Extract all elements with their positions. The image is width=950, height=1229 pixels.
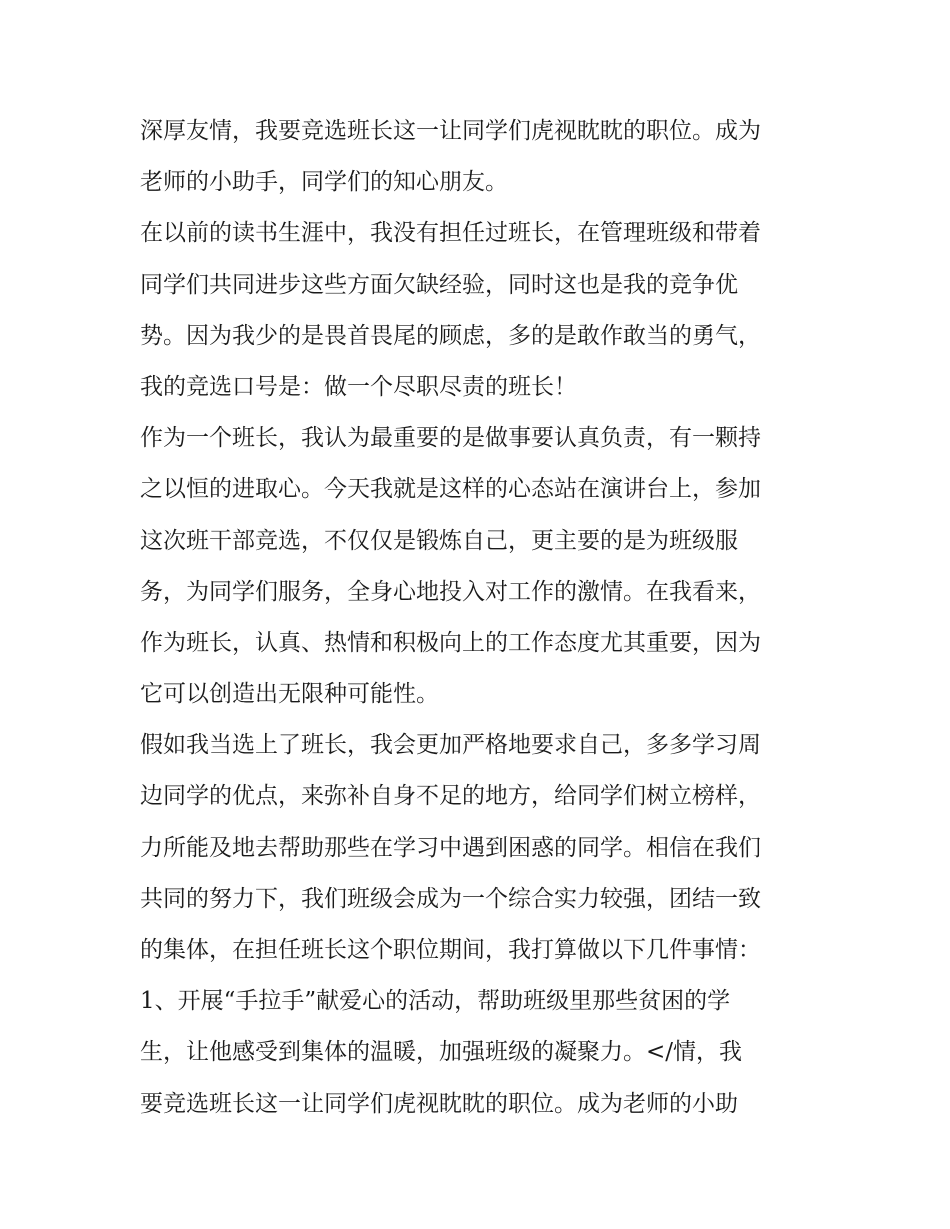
text-line: 1、开展“手拉手”献爱心的活动，帮助班级里那些贫困的学 — [140, 988, 731, 1015]
text-line: 作为一个班长，我认为最重要的是做事要认真负责，有一颗持 — [140, 425, 761, 452]
text-line: 这次班干部竞选，不仅仅是锻炼自己，更主要的是为班级服 — [140, 527, 738, 554]
text-line: 老师的小助手，同学们的知心朋友。 — [140, 169, 508, 196]
text-line: 在以前的读书生涯中，我没有担任过班长，在管理班级和带着 — [140, 220, 761, 247]
text-line: 我的竞选口号是：做一个尽职尽责的班长！ — [140, 373, 577, 400]
text-line: 要竞选班长这一让同学们虎视眈眈的职位。成为老师的小助 — [140, 1090, 738, 1117]
text-line: 生，让他感受到集体的温暖，加强班级的凝聚力。</情，我 — [140, 1039, 743, 1066]
text-line: 同学们共同进步这些方面欠缺经验，同时这也是我的竞争优 — [140, 271, 738, 298]
text-line: 它可以创造出无限种可能性。 — [140, 681, 439, 708]
text-line: 的集体，在担任班长这个职位期间，我打算做以下几件事情： — [140, 937, 761, 963]
text-line: 势。因为我少的是畏首畏尾的顾虑，多的是敢作敢当的勇气， — [140, 322, 761, 349]
text-line: 深厚友情，我要竞选班长这一让同学们虎视眈眈的职位。成为 — [140, 118, 761, 144]
text-line: 务，为同学们服务，全身心地投入对工作的激情。在我看来， — [140, 578, 761, 605]
text-line: 之以恒的进取心。今天我就是这样的心态站在演讲台上，参加 — [140, 476, 761, 503]
document-body — [140, 106, 820, 1130]
text-line: 力所能及地去帮助那些在学习中遇到困惑的同学。相信在我们 — [140, 834, 761, 861]
text-line: 边同学的优点，来弥补自身不足的地方，给同学们树立榜样， — [140, 783, 761, 810]
text-line: 假如我当选上了班长，我会更加严格地要求自己，多多学习周 — [140, 732, 761, 759]
text-line: 作为班长，认真、热情和积极向上的工作态度尤其重要，因为 — [140, 629, 761, 656]
text-line: 共同的努力下，我们班级会成为一个综合实力较强，团结一致 — [140, 885, 761, 912]
